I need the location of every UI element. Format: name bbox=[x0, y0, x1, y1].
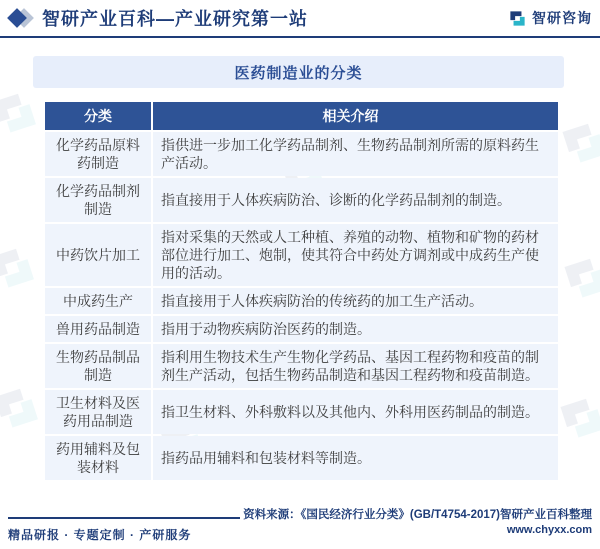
table-row bbox=[45, 178, 558, 222]
table-row bbox=[45, 316, 558, 342]
watermark-logo-icon bbox=[0, 379, 47, 442]
description-cell: 指直接用于人体疾病防治的传统药的加工生产活动。 bbox=[153, 288, 558, 314]
data-source-text: 资料来源：《国民经济行业分类》(GB/T4754-2017)智研产业百科整理 bbox=[243, 509, 592, 521]
zhiyan-logo-icon bbox=[508, 9, 527, 28]
category-cell: 化学药品制剂制造 bbox=[45, 178, 151, 222]
table-row bbox=[45, 390, 558, 434]
description-cell: 指对采集的天然或人工种植、养殖的动物、植物和矿物的药材部位进行加工、炮制，使其符合中药处方调剂或中成药生产使用的活动。 bbox=[153, 224, 558, 286]
column-header-category: 分类 bbox=[45, 102, 151, 130]
top-header bbox=[0, 0, 600, 38]
company-logo bbox=[508, 8, 592, 28]
category-cell: 卫生材料及医药用品制造 bbox=[45, 390, 151, 434]
category-cell: 兽用药品制造 bbox=[45, 316, 151, 342]
footer-source-block bbox=[243, 507, 592, 538]
diamond-icon bbox=[8, 8, 34, 28]
description-cell: 指利用生物技术生产生物化学药品、基因工程药物和疫苗的制剂生产活动，包括生物药品制造和基因工程药物和疫苗制造。 bbox=[153, 344, 558, 388]
description-cell: 指卫生材料、外科敷料以及其他内、外科用医药制品的制造。 bbox=[153, 390, 558, 434]
footer-services-block bbox=[8, 507, 240, 543]
category-cell: 化学药品原料药制造 bbox=[45, 132, 151, 176]
table-row bbox=[45, 224, 558, 286]
watermark-logo-icon bbox=[555, 114, 600, 177]
description-cell: 指用于动物疾病防治医药的制造。 bbox=[153, 316, 558, 342]
watermark-logo-icon bbox=[553, 389, 600, 452]
description-cell: 指供进一步加工化学药品制剂、生物药品制剂所需的原料药生产活动。 bbox=[153, 132, 558, 176]
table-row bbox=[45, 132, 558, 176]
table-row bbox=[45, 344, 558, 388]
table-row bbox=[45, 288, 558, 314]
category-cell: 中药饮片加工 bbox=[45, 224, 151, 286]
category-cell: 药用辅料及包装材料 bbox=[45, 436, 151, 480]
category-cell: 生物药品制品制造 bbox=[45, 344, 151, 388]
classification-table bbox=[45, 102, 558, 480]
brand bbox=[8, 5, 308, 31]
footer-divider-line bbox=[8, 517, 240, 519]
site-title: 智研产业百科—产业研究第一站 bbox=[42, 9, 308, 29]
footer-services-text: 精品研报 · 专题定制 · 产研服务 bbox=[8, 528, 192, 542]
website-link[interactable]: www.chyxx.com bbox=[506, 524, 592, 536]
table-header-row bbox=[45, 102, 558, 130]
table-title-bar bbox=[33, 56, 564, 88]
description-cell: 指药品用辅料和包装材料等制造。 bbox=[153, 436, 558, 480]
watermark-logo-icon bbox=[557, 249, 600, 312]
footer bbox=[8, 507, 592, 543]
category-cell: 中成药生产 bbox=[45, 288, 151, 314]
watermark-logo-icon bbox=[0, 84, 45, 147]
table-row bbox=[45, 436, 558, 480]
company-logo-text: 智研咨询 bbox=[532, 10, 592, 26]
column-header-description: 相关介绍 bbox=[153, 102, 558, 130]
description-cell: 指直接用于人体疾病防治、诊断的化学药品制剂的制造。 bbox=[153, 178, 558, 222]
watermark-logo-icon bbox=[0, 239, 43, 302]
table-title: 医药制造业的分类 bbox=[234, 64, 363, 82]
